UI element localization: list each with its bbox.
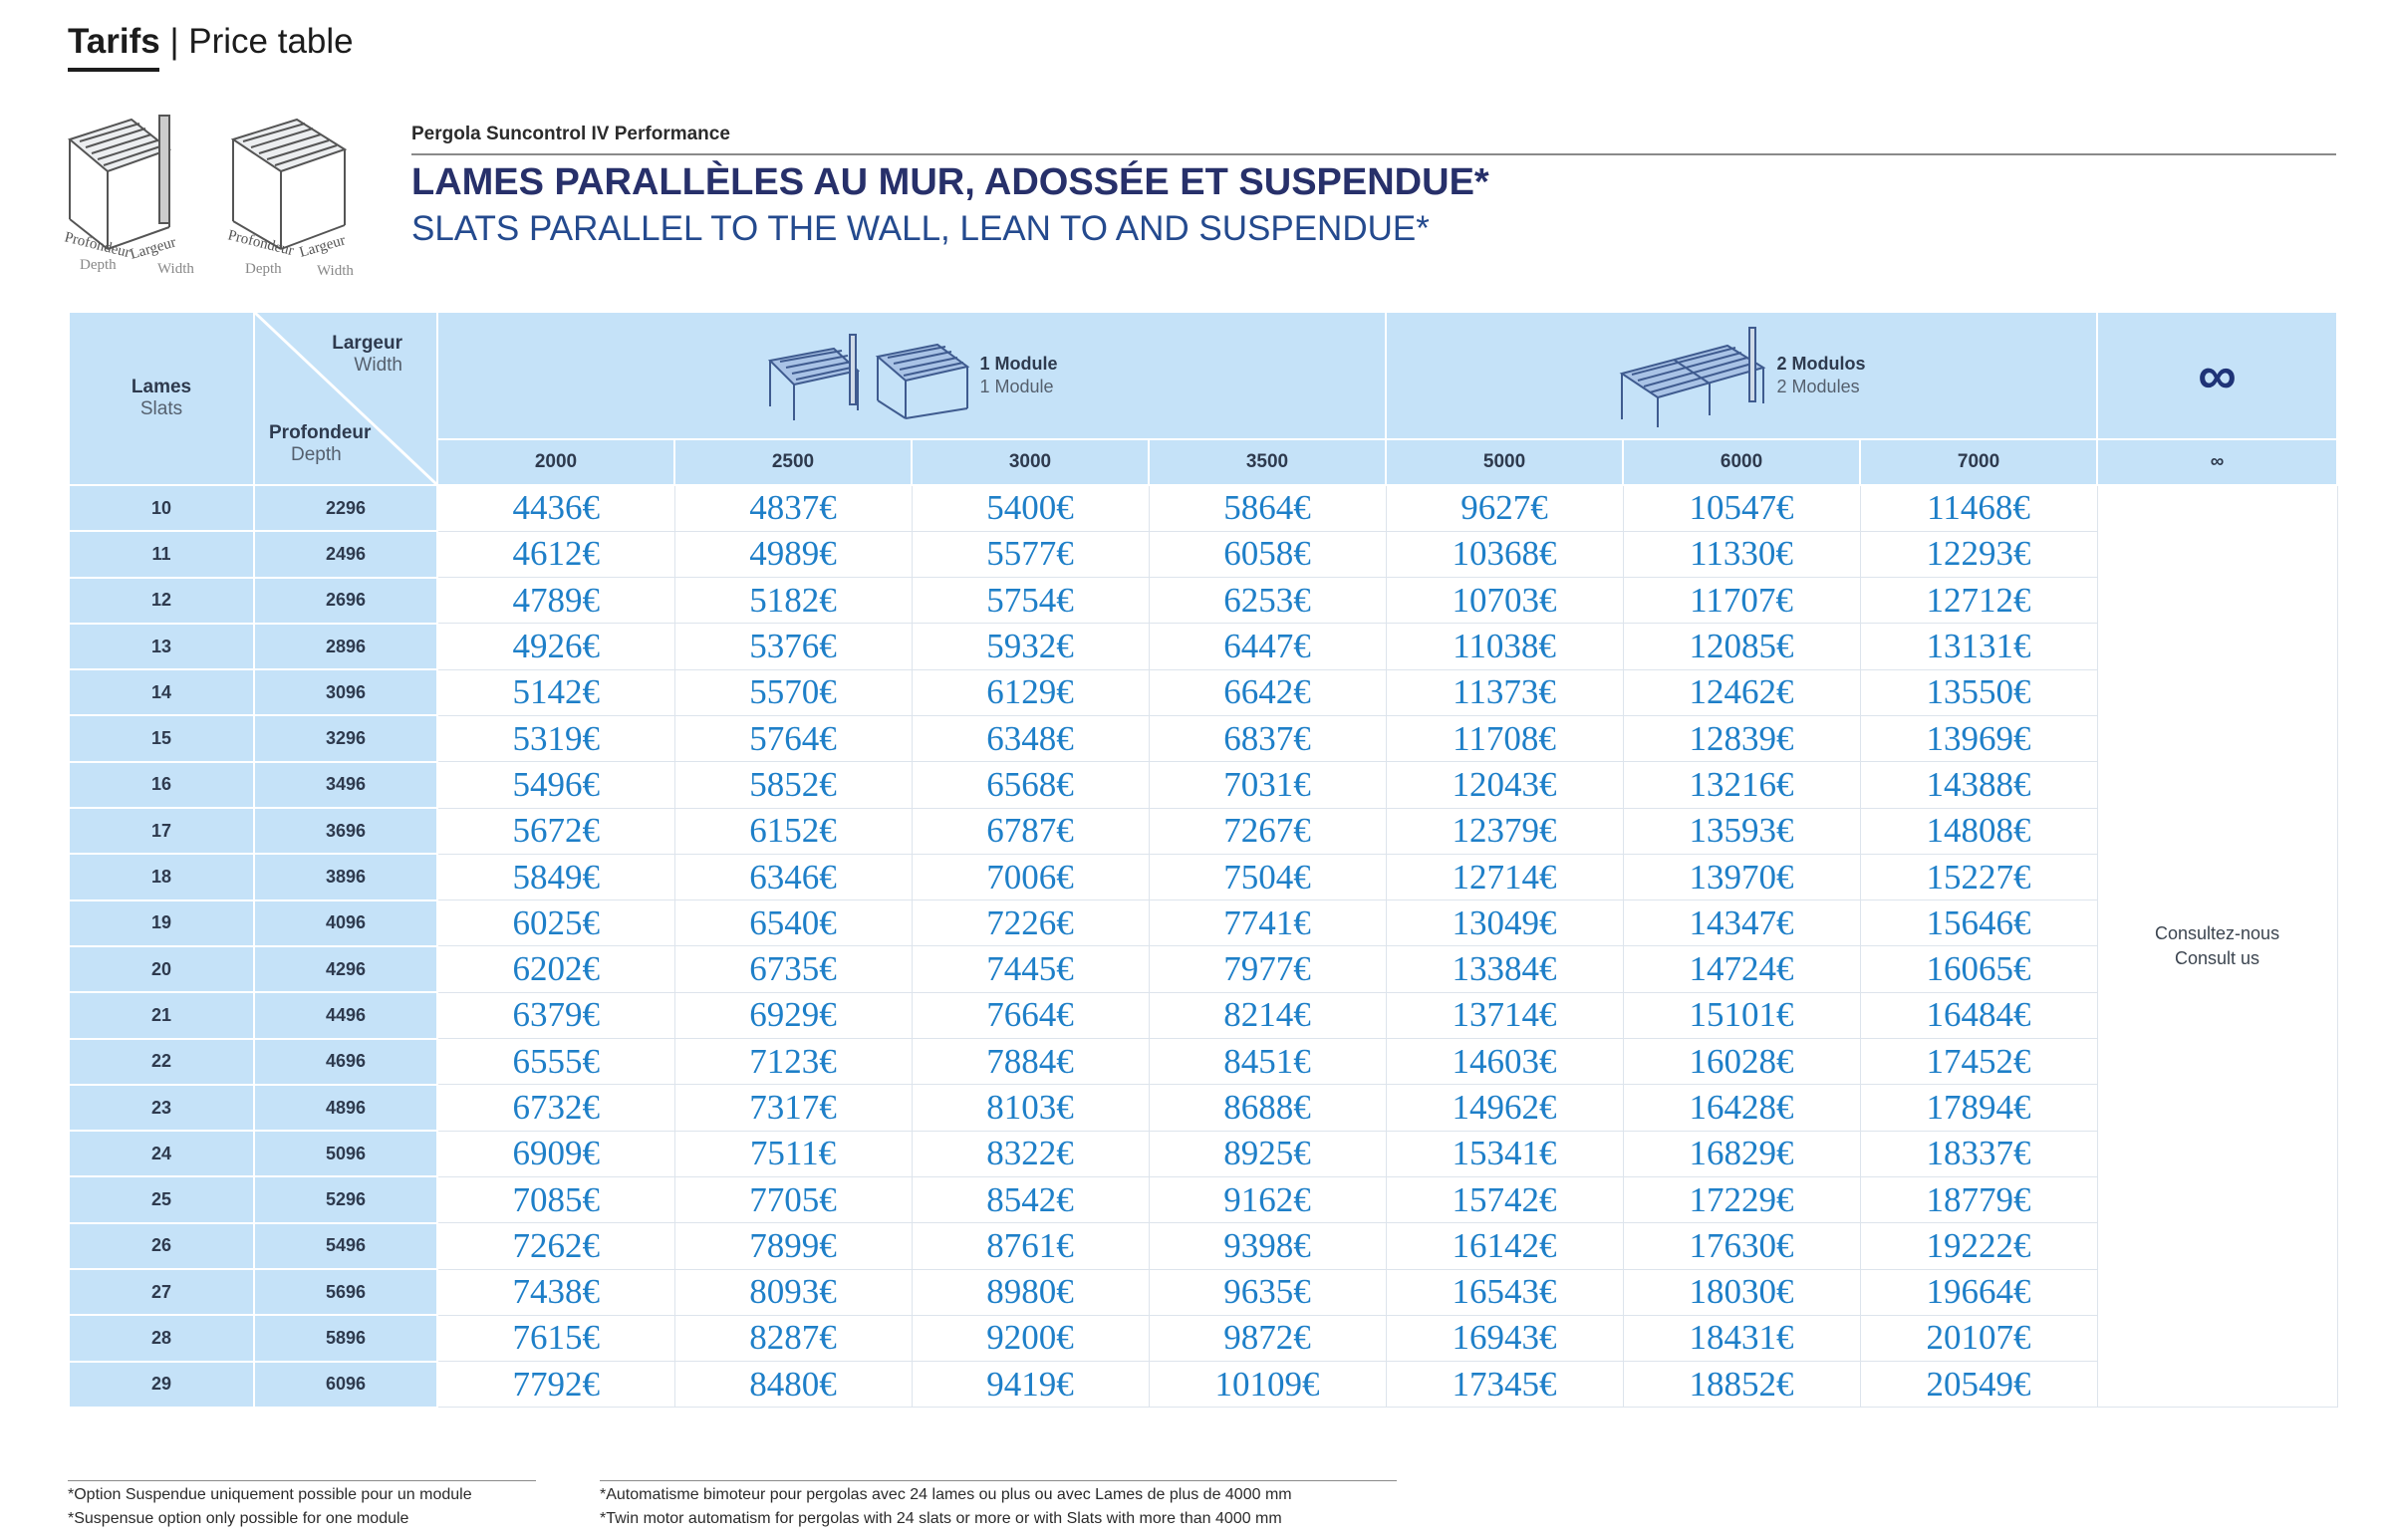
width-header: 2500 xyxy=(674,439,912,485)
module-1-header xyxy=(437,312,1386,439)
width-header: 7000 xyxy=(1860,439,2097,485)
module-2-header xyxy=(1386,312,2097,439)
largeur-label: Largeur xyxy=(332,333,402,354)
price-cell: 16943€ xyxy=(1386,1315,1623,1361)
depth-value: 2896 xyxy=(254,624,437,669)
price-cell: 4837€ xyxy=(674,485,912,531)
price-cell: 6555€ xyxy=(437,1039,674,1085)
price-cell: 4436€ xyxy=(437,485,674,531)
slats-count: 24 xyxy=(69,1131,254,1176)
table-row xyxy=(69,808,2337,854)
table-row xyxy=(69,669,2337,715)
depth-value: 4696 xyxy=(254,1039,437,1085)
table-row xyxy=(69,1131,2337,1176)
price-cell: 6540€ xyxy=(674,900,912,946)
consult-label-fr: Consultez-nous xyxy=(2155,923,2280,944)
price-cell: 6568€ xyxy=(912,762,1149,808)
price-cell: 12462€ xyxy=(1623,669,1860,715)
slats-count: 28 xyxy=(69,1315,254,1361)
price-cell: 8093€ xyxy=(674,1269,912,1315)
price-cell: 12712€ xyxy=(1860,578,2097,624)
slats-count: 23 xyxy=(69,1085,254,1131)
width-header: 3500 xyxy=(1149,439,1386,485)
price-cell: 8322€ xyxy=(912,1131,1149,1176)
slats-count: 10 xyxy=(69,485,254,531)
price-cell: 16484€ xyxy=(1860,992,2097,1038)
price-cell: 6929€ xyxy=(674,992,912,1038)
depth-value: 3496 xyxy=(254,762,437,808)
table-row xyxy=(69,992,2337,1038)
table-title-en: SLATS PARALLEL TO THE WALL, LEAN TO AND SUSPENDUE* xyxy=(411,209,1430,248)
price-cell: 7317€ xyxy=(674,1085,912,1131)
price-cell: 14347€ xyxy=(1623,900,1860,946)
price-cell: 13384€ xyxy=(1386,946,1623,992)
depth-value: 2496 xyxy=(254,531,437,577)
slats-count: 18 xyxy=(69,854,254,899)
depth-value: 2696 xyxy=(254,578,437,624)
price-cell: 18779€ xyxy=(1860,1176,2097,1222)
depth-value: 5696 xyxy=(254,1269,437,1315)
price-cell: 14962€ xyxy=(1386,1085,1623,1131)
price-cell: 8761€ xyxy=(912,1223,1149,1269)
price-cell: 8287€ xyxy=(674,1315,912,1361)
price-cell: 4789€ xyxy=(437,578,674,624)
slats-count: 20 xyxy=(69,946,254,992)
price-cell: 10109€ xyxy=(1149,1362,1386,1408)
price-cell: 9635€ xyxy=(1149,1269,1386,1315)
price-cell: 5852€ xyxy=(674,762,912,808)
price-cell: 6348€ xyxy=(912,715,1149,761)
title-underline xyxy=(68,68,159,72)
price-cell: 7741€ xyxy=(1149,900,1386,946)
price-cell: 9398€ xyxy=(1149,1223,1386,1269)
slats-count: 22 xyxy=(69,1039,254,1085)
depth-value: 2296 xyxy=(254,485,437,531)
price-cell: 13970€ xyxy=(1623,854,1860,899)
price-cell: 15341€ xyxy=(1386,1131,1623,1176)
price-cell: 13593€ xyxy=(1623,808,1860,854)
width-header: 5000 xyxy=(1386,439,1623,485)
price-cell: 7792€ xyxy=(437,1362,674,1408)
table-row xyxy=(69,1223,2337,1269)
price-cell: 6447€ xyxy=(1149,624,1386,669)
depth-value: 5896 xyxy=(254,1315,437,1361)
price-cell: 15742€ xyxy=(1386,1176,1623,1222)
sketch-label-width-2: Width xyxy=(317,263,354,279)
price-cell: 7884€ xyxy=(912,1039,1149,1085)
price-cell: 10547€ xyxy=(1623,485,1860,531)
price-table xyxy=(68,311,2338,1409)
price-cell: 9627€ xyxy=(1386,485,1623,531)
table-row xyxy=(69,624,2337,669)
price-cell: 5754€ xyxy=(912,578,1149,624)
price-cell: 7267€ xyxy=(1149,808,1386,854)
price-cell: 13550€ xyxy=(1860,669,2097,715)
price-cell: 12043€ xyxy=(1386,762,1623,808)
price-cell: 7085€ xyxy=(437,1176,674,1222)
price-cell: 9872€ xyxy=(1149,1315,1386,1361)
price-cell: 6837€ xyxy=(1149,715,1386,761)
table-row xyxy=(69,854,2337,899)
slats-count: 17 xyxy=(69,808,254,854)
module-2-label-en: 2 Modules xyxy=(1776,377,1860,396)
price-cell: 15646€ xyxy=(1860,900,2097,946)
lames-label: Lames xyxy=(131,377,192,397)
footnote-right-fr: *Automatisme bimoteur pour pergolas avec 24 lames ou plus ou avec Lames de plus de 4000 mm xyxy=(600,1486,1292,1503)
price-cell: 5376€ xyxy=(674,624,912,669)
infinity-header xyxy=(2097,312,2337,439)
slats-count: 27 xyxy=(69,1269,254,1315)
slats-count: 29 xyxy=(69,1362,254,1408)
price-cell: 7705€ xyxy=(674,1176,912,1222)
depth-value: 4096 xyxy=(254,900,437,946)
price-cell: 7031€ xyxy=(1149,762,1386,808)
slats-count: 15 xyxy=(69,715,254,761)
depth-value: 4296 xyxy=(254,946,437,992)
largeur-header xyxy=(332,333,402,377)
price-cell: 7262€ xyxy=(437,1223,674,1269)
table-row xyxy=(69,715,2337,761)
price-cell: 5577€ xyxy=(912,531,1149,577)
sketch-label-largeur: Largeur xyxy=(128,234,178,263)
depth-value: 4496 xyxy=(254,992,437,1038)
width-label: Width xyxy=(354,355,402,376)
price-cell: 11038€ xyxy=(1386,624,1623,669)
footnote-left-fr: *Option Suspendue uniquement possible pour un module xyxy=(68,1486,472,1503)
slats-count: 19 xyxy=(69,900,254,946)
footnote-left-en: *Suspensue option only possible for one module xyxy=(68,1510,409,1527)
price-cell: 7504€ xyxy=(1149,854,1386,899)
price-cell: 6202€ xyxy=(437,946,674,992)
slats-count: 25 xyxy=(69,1176,254,1222)
slats-count: 16 xyxy=(69,762,254,808)
price-cell: 12714€ xyxy=(1386,854,1623,899)
price-cell: 19222€ xyxy=(1860,1223,2097,1269)
module-2-label-fr: 2 Modulos xyxy=(1776,354,1866,374)
sketch-label-profondeur: Profondeur xyxy=(63,229,132,262)
price-cell: 7899€ xyxy=(674,1223,912,1269)
price-cell: 7615€ xyxy=(437,1315,674,1361)
module-1-label-en: 1 Module xyxy=(979,377,1054,396)
price-cell: 15227€ xyxy=(1860,854,2097,899)
price-cell: 6025€ xyxy=(437,900,674,946)
table-row xyxy=(69,531,2337,577)
price-cell: 17345€ xyxy=(1386,1362,1623,1408)
price-cell: 4612€ xyxy=(437,531,674,577)
price-cell: 16543€ xyxy=(1386,1269,1623,1315)
footnote-right-en: *Twin motor automatism for pergolas with 24 slats or more or with Slats with more than 4000 mm xyxy=(600,1510,1282,1527)
depth-value: 5496 xyxy=(254,1223,437,1269)
sketch-label-depth-2: Depth xyxy=(245,261,282,277)
price-cell: 5849€ xyxy=(437,854,674,899)
title-separator: | xyxy=(159,22,189,61)
price-cell: 8451€ xyxy=(1149,1039,1386,1085)
table-row xyxy=(69,1176,2337,1222)
price-cell: 5496€ xyxy=(437,762,674,808)
price-cell: 16028€ xyxy=(1623,1039,1860,1085)
price-cell: 8688€ xyxy=(1149,1085,1386,1131)
freestanding-pergola-sketch xyxy=(233,120,345,249)
consult-us-cell xyxy=(2097,485,2337,1408)
two-module-pergola-icon xyxy=(1618,324,1767,428)
width-header: ∞ xyxy=(2097,439,2337,485)
infinity-symbol: ∞ xyxy=(2198,346,2237,405)
sketch-label-profondeur-2: Profondeur xyxy=(226,227,296,260)
price-cell: 12839€ xyxy=(1623,715,1860,761)
profondeur-label: Profondeur xyxy=(269,422,372,443)
width-header: 3000 xyxy=(912,439,1149,485)
slats-count: 21 xyxy=(69,992,254,1038)
price-cell: 17630€ xyxy=(1623,1223,1860,1269)
price-cell: 7226€ xyxy=(912,900,1149,946)
price-cell: 17894€ xyxy=(1860,1085,2097,1131)
price-cell: 16142€ xyxy=(1386,1223,1623,1269)
price-cell: 16428€ xyxy=(1623,1085,1860,1131)
price-cell: 8214€ xyxy=(1149,992,1386,1038)
depth-value: 4896 xyxy=(254,1085,437,1131)
table-row xyxy=(69,1362,2337,1408)
price-cell: 8925€ xyxy=(1149,1131,1386,1176)
footnote-rule xyxy=(600,1480,1397,1481)
price-cell: 11330€ xyxy=(1623,531,1860,577)
table-row xyxy=(69,485,2337,531)
price-cell: 13969€ xyxy=(1860,715,2097,761)
price-cell: 12085€ xyxy=(1623,624,1860,669)
price-cell: 14603€ xyxy=(1386,1039,1623,1085)
slats-count: 26 xyxy=(69,1223,254,1269)
price-cell: 6732€ xyxy=(437,1085,674,1131)
header-rule xyxy=(411,153,2336,155)
table-row xyxy=(69,1315,2337,1361)
price-cell: 8980€ xyxy=(912,1269,1149,1315)
product-name: Pergola Suncontrol IV Performance xyxy=(411,124,730,144)
lean-to-pergola-sketch xyxy=(70,116,169,249)
price-cell: 16829€ xyxy=(1623,1131,1860,1176)
slats-count: 13 xyxy=(69,624,254,669)
module-1-label-fr: 1 Module xyxy=(979,354,1058,374)
table-row xyxy=(69,1039,2337,1085)
price-cell: 13131€ xyxy=(1860,624,2097,669)
depth-value: 5096 xyxy=(254,1131,437,1176)
price-cell: 8103€ xyxy=(912,1085,1149,1131)
price-cell: 9200€ xyxy=(912,1315,1149,1361)
depth-value: 3296 xyxy=(254,715,437,761)
price-cell: 11708€ xyxy=(1386,715,1623,761)
title-tarifs: Tarifs xyxy=(68,22,160,61)
table-row xyxy=(69,1269,2337,1315)
price-cell: 6253€ xyxy=(1149,578,1386,624)
price-cell: 18431€ xyxy=(1623,1315,1860,1361)
consult-label-en: Consult us xyxy=(2175,948,2260,969)
profondeur-header xyxy=(269,422,371,466)
width-header: 2000 xyxy=(437,439,674,485)
slats-count: 11 xyxy=(69,531,254,577)
page-title xyxy=(68,22,354,62)
one-module-pergola-icon xyxy=(766,329,970,423)
depth-value: 3696 xyxy=(254,808,437,854)
depth-value: 3896 xyxy=(254,854,437,899)
price-cell: 4926€ xyxy=(437,624,674,669)
price-cell: 16065€ xyxy=(1860,946,2097,992)
price-cell: 17229€ xyxy=(1623,1176,1860,1222)
price-cell: 5672€ xyxy=(437,808,674,854)
footnote-motor xyxy=(600,1486,1397,1531)
price-cell: 5182€ xyxy=(674,578,912,624)
price-cell: 6152€ xyxy=(674,808,912,854)
slats-count: 14 xyxy=(69,669,254,715)
price-cell: 5319€ xyxy=(437,715,674,761)
price-cell: 17452€ xyxy=(1860,1039,2097,1085)
depth-value: 6096 xyxy=(254,1362,437,1408)
price-cell: 7445€ xyxy=(912,946,1149,992)
price-cell: 18852€ xyxy=(1623,1362,1860,1408)
table-row xyxy=(69,900,2337,946)
table-row xyxy=(69,946,2337,992)
price-cell: 7006€ xyxy=(912,854,1149,899)
sketch-label-largeur-2: Largeur xyxy=(297,232,348,261)
sketch-label-depth: Depth xyxy=(80,257,117,273)
price-cell: 6909€ xyxy=(437,1131,674,1176)
table-row xyxy=(69,578,2337,624)
price-cell: 12379€ xyxy=(1386,808,1623,854)
width-header: 6000 xyxy=(1623,439,1860,485)
price-cell: 11468€ xyxy=(1860,485,2097,531)
price-cell: 15101€ xyxy=(1623,992,1860,1038)
price-cell: 14724€ xyxy=(1623,946,1860,992)
price-cell: 11707€ xyxy=(1623,578,1860,624)
price-cell: 6058€ xyxy=(1149,531,1386,577)
price-cell: 14388€ xyxy=(1860,762,2097,808)
price-cell: 9162€ xyxy=(1149,1176,1386,1222)
price-cell: 6735€ xyxy=(674,946,912,992)
price-cell: 7664€ xyxy=(912,992,1149,1038)
price-cell: 10368€ xyxy=(1386,531,1623,577)
price-cell: 7438€ xyxy=(437,1269,674,1315)
price-cell: 8480€ xyxy=(674,1362,912,1408)
price-cell: 20107€ xyxy=(1860,1315,2097,1361)
slats-label: Slats xyxy=(139,398,183,419)
sketch-label-width: Width xyxy=(157,261,194,277)
title-price-table: Price table xyxy=(188,22,354,61)
price-cell: 7977€ xyxy=(1149,946,1386,992)
price-cell: 13049€ xyxy=(1386,900,1623,946)
table-row xyxy=(69,1085,2337,1131)
price-cell: 6379€ xyxy=(437,992,674,1038)
table-row xyxy=(69,762,2337,808)
price-cell: 13216€ xyxy=(1623,762,1860,808)
price-cell: 19664€ xyxy=(1860,1269,2097,1315)
price-cell: 10703€ xyxy=(1386,578,1623,624)
price-cell: 5400€ xyxy=(912,485,1149,531)
price-cell: 6787€ xyxy=(912,808,1149,854)
price-cell: 18030€ xyxy=(1623,1269,1860,1315)
lames-header xyxy=(69,312,254,485)
price-cell: 9419€ xyxy=(912,1362,1149,1408)
price-cell: 8542€ xyxy=(912,1176,1149,1222)
price-cell: 5764€ xyxy=(674,715,912,761)
price-table-body xyxy=(69,485,2337,1408)
price-cell: 6129€ xyxy=(912,669,1149,715)
depth-value: 3096 xyxy=(254,669,437,715)
depth-value: 5296 xyxy=(254,1176,437,1222)
price-cell: 4989€ xyxy=(674,531,912,577)
pergola-sketches xyxy=(62,110,391,284)
price-cell: 5864€ xyxy=(1149,485,1386,531)
price-cell: 5570€ xyxy=(674,669,912,715)
price-cell: 5142€ xyxy=(437,669,674,715)
price-cell: 12293€ xyxy=(1860,531,2097,577)
price-cell: 20549€ xyxy=(1860,1362,2097,1408)
price-cell: 13714€ xyxy=(1386,992,1623,1038)
slats-count: 12 xyxy=(69,578,254,624)
price-cell: 6346€ xyxy=(674,854,912,899)
price-cell: 7123€ xyxy=(674,1039,912,1085)
price-cell: 18337€ xyxy=(1860,1131,2097,1176)
price-cell: 5932€ xyxy=(912,624,1149,669)
footnote-suspended xyxy=(68,1486,536,1531)
axis-header xyxy=(254,312,437,485)
table-title-fr: LAMES PARALLÈLES AU MUR, ADOSSÉE ET SUSPENDUE* xyxy=(411,161,1489,203)
depth-label: Depth xyxy=(291,444,342,465)
footnote-rule xyxy=(68,1480,536,1481)
price-cell: 14808€ xyxy=(1860,808,2097,854)
price-cell: 7511€ xyxy=(674,1131,912,1176)
price-cell: 11373€ xyxy=(1386,669,1623,715)
price-cell: 6642€ xyxy=(1149,669,1386,715)
